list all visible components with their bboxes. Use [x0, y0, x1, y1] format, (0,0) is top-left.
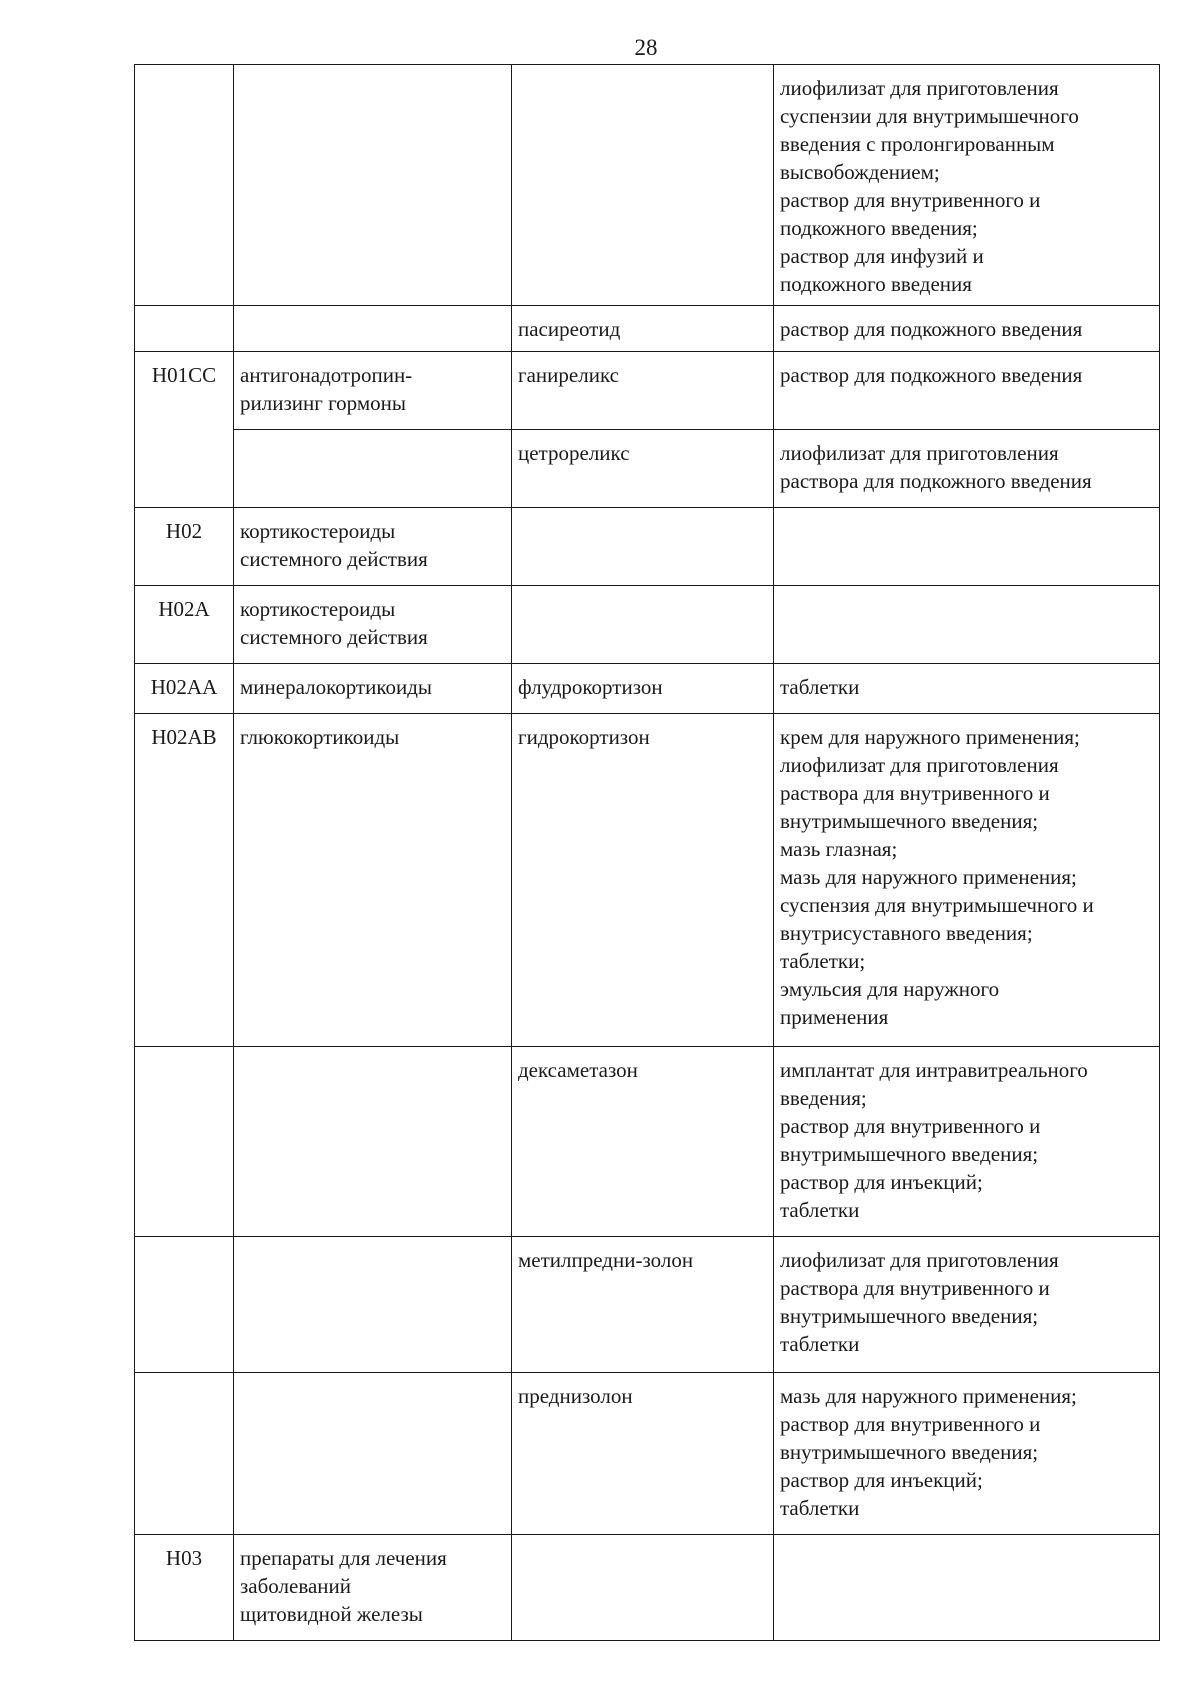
- table-row: [135, 508, 1160, 586]
- page-number: 28: [634, 35, 658, 60]
- group-name-cell: препараты для лечения заболеваний щитовидной железы: [234, 1535, 512, 1641]
- table-row: [135, 306, 1160, 352]
- group-name-cell: [234, 65, 512, 306]
- table-row: [135, 1535, 1160, 1641]
- dosage-form-cell: раствор для подкожного введения: [774, 352, 1160, 430]
- table-row: [135, 1373, 1160, 1535]
- dosage-form-cell: лиофилизат для приготовления раствора для внутривенного и внутримышечного введения; таблетки: [774, 1237, 1160, 1373]
- atc-code-cell: [135, 1237, 234, 1373]
- group-name-cell: [234, 1237, 512, 1373]
- table-row: [135, 1237, 1160, 1373]
- group-name-cell: кортикостероиды системного действия: [234, 586, 512, 664]
- dosage-form-cell: мазь для наружного применения; раствор для внутривенного и внутримышечного введения; раствор для инъекций; таблетки: [774, 1373, 1160, 1535]
- table-row: [135, 65, 1160, 306]
- atc-code-cell: [135, 1047, 234, 1237]
- dosage-form-cell: [774, 1535, 1160, 1641]
- atc-code-cell: H02AB: [135, 714, 234, 1047]
- atc-code-cell: H01CC: [135, 352, 234, 508]
- dosage-form-cell: [774, 586, 1160, 664]
- dosage-form-cell: [774, 508, 1160, 586]
- dosage-form-cell: лиофилизат для приготовления суспензии для внутримышечного введения с пролонгированным высвобождением; раствор для внутривенного и подкожного введения; раствор для инфузий и подкожного введения: [774, 65, 1160, 306]
- drug-name-cell: метилпредни-золон: [512, 1237, 774, 1373]
- atc-code-cell: [135, 65, 234, 306]
- group-name-cell: кортикостероиды системного действия: [234, 508, 512, 586]
- group-name-cell: минералокортикоиды: [234, 664, 512, 714]
- drug-name-cell: цетрореликс: [512, 430, 774, 508]
- drug-name-cell: ганиреликс: [512, 352, 774, 430]
- drug-table: [134, 64, 1160, 1641]
- dosage-form-cell: крем для наружного применения; лиофилизат для приготовления раствора для внутривенного и внутримышечного введения; мазь глазная; мазь для наружного применения; суспензия для внутримышечного и внутрисуставного введения; таблетки; эмульсия для наружного применения: [774, 714, 1160, 1047]
- dosage-form-cell: таблетки: [774, 664, 1160, 714]
- dosage-form-cell: раствор для подкожного введения: [774, 306, 1160, 352]
- drug-name-cell: [512, 1535, 774, 1641]
- group-name-cell: [234, 306, 512, 352]
- drug-name-cell: гидрокортизон: [512, 714, 774, 1047]
- group-name-cell: [234, 430, 512, 508]
- dosage-form-cell: имплантат для интравитреального введения; раствор для внутривенного и внутримышечного введения; раствор для инъекций; таблетки: [774, 1047, 1160, 1237]
- atc-code-cell: H02AA: [135, 664, 234, 714]
- table-row: [135, 586, 1160, 664]
- atc-code-cell: H03: [135, 1535, 234, 1641]
- table-row: [135, 664, 1160, 714]
- atc-code-cell: H02A: [135, 586, 234, 664]
- group-name-cell: [234, 1373, 512, 1535]
- atc-code-cell: H02: [135, 508, 234, 586]
- drug-name-cell: пасиреотид: [512, 306, 774, 352]
- table-row: [135, 1047, 1160, 1237]
- dosage-form-cell: лиофилизат для приготовления раствора для подкожного введения: [774, 430, 1160, 508]
- drug-name-cell: [512, 65, 774, 306]
- table-row: [135, 352, 1160, 430]
- group-name-cell: [234, 1047, 512, 1237]
- table-row: [135, 714, 1160, 1047]
- drug-name-cell: флудрокортизон: [512, 664, 774, 714]
- table-row: [135, 430, 1160, 508]
- drug-name-cell: преднизолон: [512, 1373, 774, 1535]
- group-name-cell: глюкокортикоиды: [234, 714, 512, 1047]
- atc-code-cell: [135, 1373, 234, 1535]
- atc-code-cell: [135, 306, 234, 352]
- drug-name-cell: [512, 586, 774, 664]
- drug-name-cell: дексаметазон: [512, 1047, 774, 1237]
- group-name-cell: антигонадотропин- рилизинг гормоны: [234, 352, 512, 430]
- drug-name-cell: [512, 508, 774, 586]
